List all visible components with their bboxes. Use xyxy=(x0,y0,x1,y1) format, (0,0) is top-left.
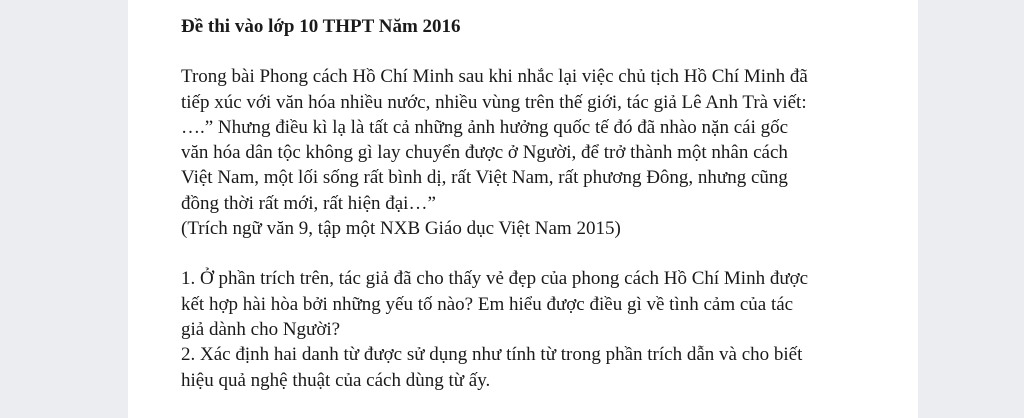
questions xyxy=(181,266,901,392)
passage xyxy=(181,64,901,241)
source-citation: (Trích ngữ văn 9, tập một NXB Giáo dục Việt Nam 2015) xyxy=(181,218,621,240)
question-line: giả dành cho Người? xyxy=(181,318,341,340)
document-page xyxy=(128,0,918,418)
question-line: 1. Ở phần trích trên, tác giả đã cho thấy vẻ đẹp của phong cách Hồ Chí Minh được xyxy=(181,268,809,290)
question-line: 2. Xác định hai danh từ được sử dụng như tính từ trong phần trích dẫn và cho biết xyxy=(181,344,803,366)
passage-line: đồng thời rất mới, rất hiện đại…” xyxy=(181,192,436,214)
question-line: hiệu quả nghệ thuật của cách dùng từ ấy. xyxy=(181,369,491,391)
question-line: kết hợp hài hòa bởi những yếu tố nào? Em hiểu được điều gì về tình cảm của tác xyxy=(181,293,794,315)
passage-line: văn hóa dân tộc không gì lay chuyển được ở Người, để trở thành một nhân cách xyxy=(181,142,788,164)
document-title: Đề thi vào lớp 10 THPT Năm 2016 xyxy=(181,16,461,37)
passage-line: Việt Nam, một lối sống rất bình dị, rất Việt Nam, rất phương Đông, nhưng cũng xyxy=(181,167,788,189)
document-content xyxy=(181,14,901,393)
spacer xyxy=(181,241,901,266)
passage-line: tiếp xúc với văn hóa nhiều nước, nhiều vùng trên thế giới, tác giả Lê Anh Trà viết: xyxy=(181,91,807,113)
passage-line: ….” Nhưng điều kì lạ là tất cả những ảnh hưởng quốc tế đó đã nhào nặn cái gốc xyxy=(181,116,789,138)
spacer xyxy=(181,39,901,64)
passage-line: Trong bài Phong cách Hồ Chí Minh sau khi nhắc lại việc chủ tịch Hồ Chí Minh đã xyxy=(181,66,808,88)
